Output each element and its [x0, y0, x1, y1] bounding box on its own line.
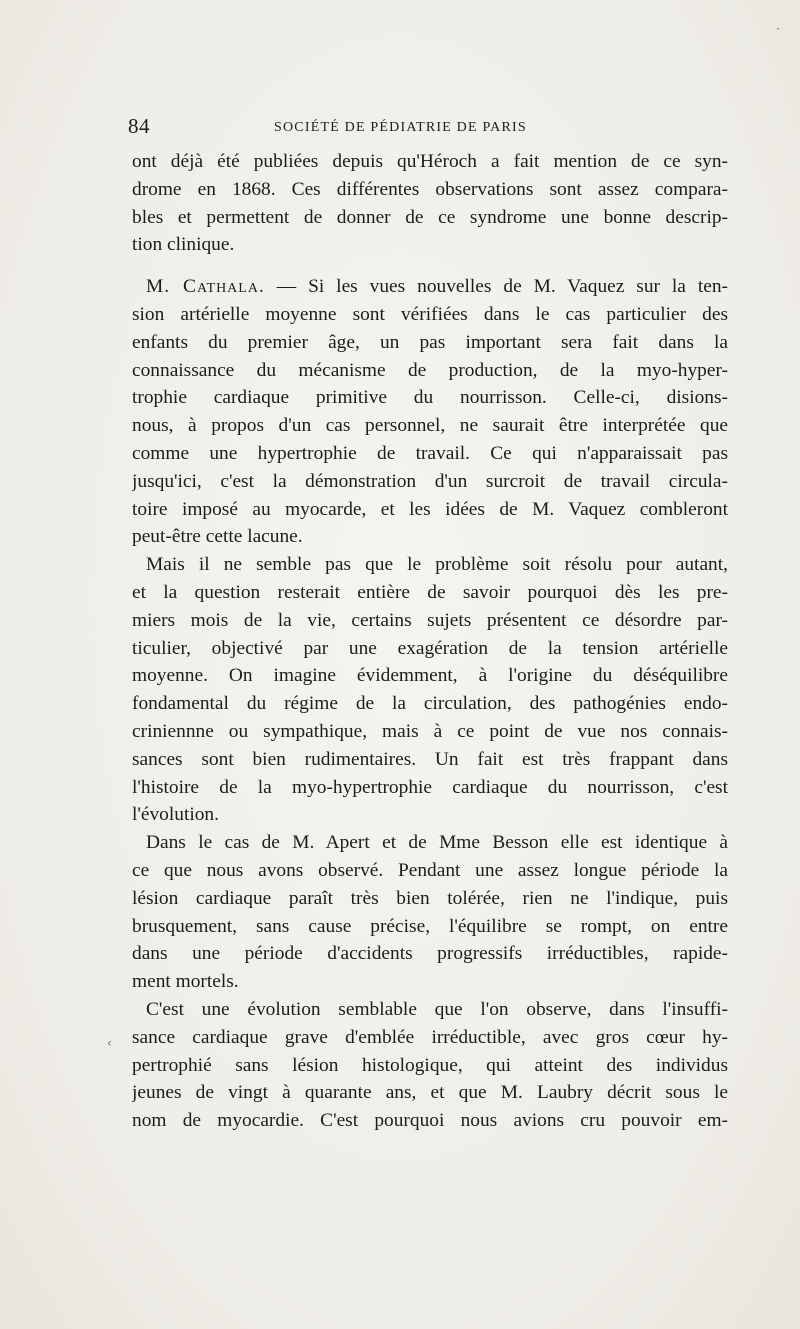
text-line: dans une période d'accidents progressifs irréductibles, rapide- — [132, 943, 728, 965]
page-header — [128, 112, 728, 142]
text-line: lésion cardiaque paraît très bien tolérée, rien ne l'indique, puis — [132, 887, 728, 909]
margin-speck: ‹ — [107, 1036, 112, 1050]
paragraph-4 — [132, 829, 728, 996]
text-line: jeunes de vingt à quarante ans, et que M. Laubry décrit sous le — [132, 1082, 728, 1104]
text-line: jusqu'ici, c'est la démonstration d'un surcroit de travail circula- — [132, 470, 728, 492]
text-line: ment mortels. — [132, 971, 239, 993]
text-line: bles et permettent de donner de ce syndrome une bonne descrip- — [132, 206, 728, 228]
text-line: drome en 1868. Ces différentes observations sont assez compara- — [132, 178, 728, 200]
paragraph-5 — [132, 996, 728, 1135]
text-line: nous, à propos d'un cas personnel, ne saurait être interprétée que — [132, 415, 728, 437]
text-line: pertrophié sans lésion histologique, qui atteint des individus — [132, 1054, 728, 1076]
paragraph-1 — [132, 148, 728, 259]
text-line: l'histoire de la myo-hypertrophie cardiaque du nourrisson, c'est — [132, 776, 728, 798]
text-line: sance cardiaque grave d'emblée irréductible, avec gros cœur hy- — [132, 1026, 728, 1048]
text-line: connaissance du mécanisme de production, de la myo-hyper- — [132, 359, 728, 381]
text-line: nom de myocardie. C'est pourquoi nous avions cru pouvoir em- — [132, 1110, 728, 1132]
speaker-name: M. Cathala. — [146, 276, 265, 298]
paragraph-2 — [132, 273, 728, 551]
text-line: ce que nous avons observé. Pendant une assez longue période la — [132, 859, 728, 881]
text-line: sion artérielle moyenne sont vérifiées dans le cas particulier des — [132, 303, 728, 325]
body-text — [132, 148, 728, 1135]
text-line: fondamental du régime de la circulation, des pathogénies endo- — [132, 693, 728, 715]
text-fragment: — Si les vues nouvelles de M. Vaquez sur la ten- — [264, 276, 728, 298]
text-line: Mais il ne semble pas que le problème soit résolu pour autant, — [146, 554, 728, 576]
text-line: moyenne. On imagine évidemment, à l'origine du déséquilibre — [132, 665, 728, 687]
text-line: sances sont bien rudimentaires. Un fait est très frappant dans — [132, 748, 728, 770]
text-line: ticulier, objectivé par une exagération de la tension artérielle — [132, 637, 728, 659]
text-line: et la question resterait entière de savoir pourquoi dès les pre- — [132, 581, 728, 603]
text-line: enfants du premier âge, un pas important sera fait dans la — [132, 331, 728, 353]
text-line — [132, 273, 728, 301]
text-line: l'évolution. — [132, 804, 219, 826]
text-line: ont déjà été publiées depuis qu'Héroch a fait mention de ce syn- — [132, 151, 728, 172]
text-line: peut-être cette lacune. — [132, 526, 303, 548]
running-head: SOCIÉTÉ DE PÉDIATRIE DE PARIS — [274, 120, 527, 135]
text-line: Dans le cas de M. Apert et de Mme Besson elle est identique à — [146, 832, 728, 854]
text-line: brusquement, sans cause précise, l'équilibre se rompt, on entre — [132, 915, 728, 937]
text-line: C'est une évolution semblable que l'on observe, dans l'insuffi- — [146, 998, 728, 1020]
text-line: trophie cardiaque primitive du nourrisson. Celle-ci, disions- — [132, 387, 728, 409]
paragraph-3 — [132, 551, 728, 829]
page-number: 84 — [128, 114, 150, 138]
margin-speck: · — [776, 22, 780, 36]
text-line: criniennne ou sympathique, mais à ce point de vue nos connais- — [132, 720, 728, 742]
text-line: miers mois de la vie, certains sujets présentent ce désordre par- — [132, 609, 728, 631]
text-line: comme une hypertrophie de travail. Ce qui n'apparaissait pas — [132, 442, 728, 464]
text-line: tion clinique. — [132, 234, 235, 256]
text-line: toire imposé au myocarde, et les idées de M. Vaquez combleront — [132, 498, 728, 520]
